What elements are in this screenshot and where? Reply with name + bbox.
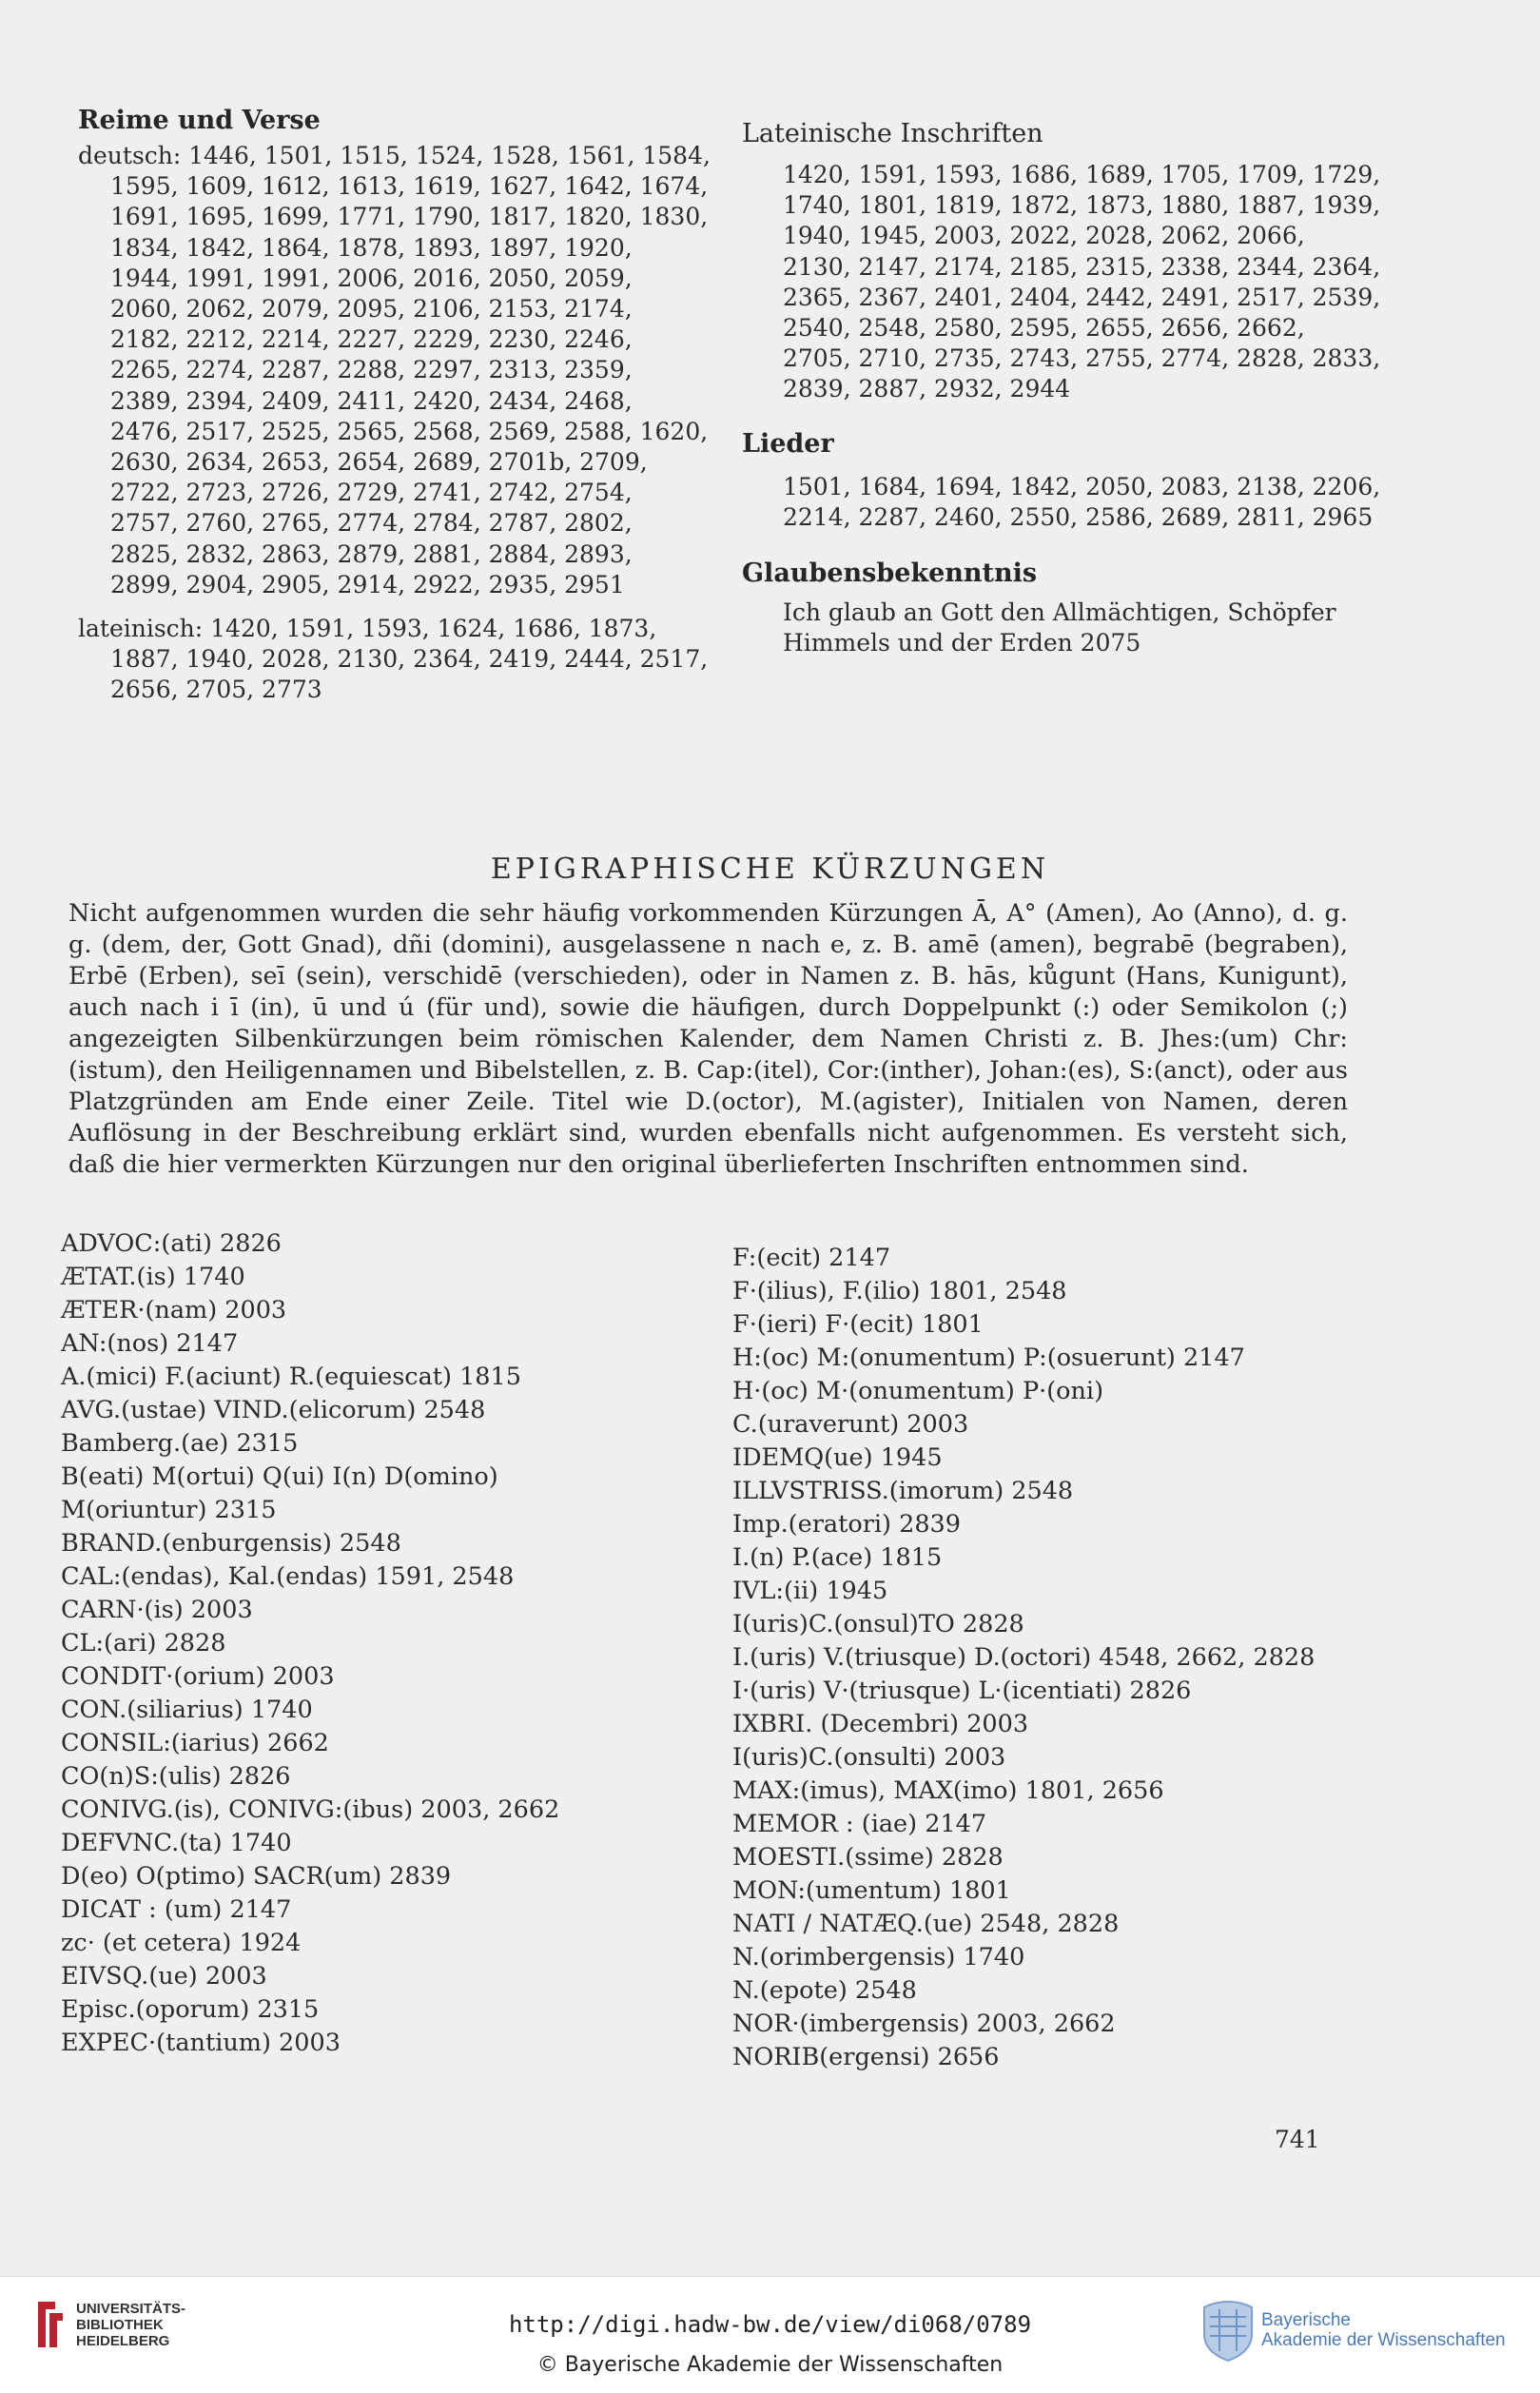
abbreviation-entry: ÆTAT.(is) 1740 [61, 1263, 245, 1291]
abbreviation-entry: NORIB(ergensi) 2656 [732, 2043, 1000, 2071]
copyright-text: © Bayerische Akademie der Wissenschaften [536, 2353, 1004, 2377]
abbreviation-entry: MON:(umentum) 1801 [732, 1876, 1011, 1905]
abbreviation-entry: CL:(ari) 2828 [61, 1629, 226, 1657]
index-line: 2060, 2062, 2079, 2095, 2106, 2153, 2174, [110, 295, 633, 324]
abbreviation-entry: AN:(nos) 2147 [61, 1329, 239, 1358]
index-line: 2705, 2710, 2735, 2743, 2755, 2774, 2828, 2833, [783, 344, 1381, 373]
index-line: 1420, 1591, 1593, 1686, 1689, 1705, 1709, 1729, [783, 161, 1381, 188]
ub-logo-line: UNIVERSITÄTS- [76, 2300, 186, 2317]
abbreviation-entry: EIVSQ.(ue) 2003 [61, 1962, 267, 1991]
index-line: 1740, 1801, 1819, 1872, 1873, 1880, 1887, 1939, [783, 191, 1381, 220]
index-line: 2389, 2394, 2409, 2411, 2420, 2434, 2468, [110, 386, 633, 415]
abbreviation-entry: H·(oc) M·(onumentum) P·(oni) [732, 1377, 1104, 1405]
abbreviations-left-list [61, 1227, 559, 2060]
abbreviation-entry: N.(orimbergensis) 1740 [732, 1943, 1025, 1971]
abbreviation-entry: ADVOC:(ati) 2826 [61, 1229, 282, 1258]
rhymes-heading: Reime und Verse [78, 106, 321, 135]
songs-list [742, 472, 1381, 533]
ub-logo-line: BIBLIOTHEK [76, 2316, 164, 2333]
latin-inscriptions-list [742, 160, 1381, 405]
index-line: 2722, 2723, 2726, 2729, 2741, 2742, 2754, [110, 479, 633, 507]
abbreviation-entry: EXPEC·(tantium) 2003 [61, 2029, 341, 2057]
index-line: 2265, 2274, 2287, 2288, 2297, 2313, 2359, [110, 356, 633, 384]
abbreviation-entry: Imp.(eratori) 2839 [732, 1510, 962, 1539]
bavarian-lozenge-icon [1200, 2298, 1256, 2363]
text-line: Ich glaub an Gott den Allmächtigen, Schöpfer [783, 598, 1336, 627]
abbreviation-entry: N.(epote) 2548 [732, 1976, 917, 2005]
abbreviation-entry: BRAND.(enburgensis) 2548 [61, 1529, 401, 1558]
abbreviation-entry: zc· (et cetera) 1924 [61, 1929, 302, 1957]
index-line: 2839, 2887, 2932, 2944 [783, 375, 1071, 403]
page-number: 741 [1275, 2126, 1320, 2153]
abbreviation-entry: Bamberg.(ae) 2315 [61, 1429, 299, 1458]
abbreviation-entry: I·(uris) V·(triusque) L·(icentiati) 2826 [732, 1677, 1192, 1705]
index-line: 2365, 2367, 2401, 2404, 2442, 2491, 2517, 2539, [783, 283, 1381, 311]
index-line: 1691, 1695, 1699, 1771, 1790, 1817, 1820, 1830, [110, 203, 709, 231]
abbreviation-entry: F:(ecit) 2147 [732, 1244, 891, 1272]
abbreviation-entry: MAX:(imus), MAX(imo) 1801, 2656 [732, 1776, 1164, 1805]
abbreviation-entry: F·(ieri) F·(ecit) 1801 [732, 1310, 984, 1339]
abbreviation-entry: IXBRI. (Decembri) 2003 [732, 1710, 1029, 1738]
baw-logo-line: Bayerische [1261, 2310, 1351, 2330]
abbreviation-entry: DEFVNC.(ta) 1740 [61, 1829, 292, 1857]
baw-logo[interactable] [1200, 2298, 1506, 2363]
abbreviation-entry: DICAT : (um) 2147 [61, 1895, 292, 1924]
abbreviation-entry: I.(n) P.(ace) 1815 [732, 1543, 943, 1572]
abbreviation-entry: MOESTI.(ssime) 2828 [732, 1843, 1004, 1872]
abbreviation-entry: B(eati) M(ortui) Q(ui) I(n) D(omino) [61, 1462, 498, 1491]
abbreviation-entry: NOR·(imbergensis) 2003, 2662 [732, 2010, 1116, 2038]
latin-rhymes-list [78, 614, 709, 706]
index-line: 2476, 2517, 2525, 2565, 2568, 2569, 2588, 1620, [110, 417, 709, 445]
abbreviation-entry: CAL:(endas), Kal.(endas) 1591, 2548 [61, 1562, 515, 1591]
abbreviation-entry: CON.(siliarius) 1740 [61, 1696, 313, 1724]
abbreviation-entry: F·(ilius), F.(ilio) 1801, 2548 [732, 1277, 1067, 1305]
abbreviation-entry: Episc.(oporum) 2315 [61, 1995, 320, 2024]
index-line: 1887, 1940, 2028, 2130, 2364, 2419, 2444, 2517, [110, 645, 709, 674]
index-line: 2656, 2705, 2773 [110, 676, 322, 704]
index-line: 1944, 1991, 1991, 2006, 2016, 2050, 2059, [110, 264, 633, 292]
abbreviation-entry: ILLVSTRISS.(imorum) 2548 [732, 1477, 1074, 1505]
index-line: lateinisch: 1420, 1591, 1593, 1624, 1686, 1873, [78, 615, 657, 643]
abbreviation-entry: MEMOR : (iae) 2147 [732, 1810, 987, 1838]
songs-heading: Lieder [742, 428, 834, 459]
baw-logo-text [1261, 2310, 1506, 2350]
abbreviation-entry: D(eo) O(ptimo) SACR(um) 2839 [61, 1862, 452, 1891]
abbreviation-entry: CONDIT·(orium) 2003 [61, 1662, 335, 1691]
abbreviation-entry: IDEMQ(ue) 1945 [732, 1443, 943, 1472]
index-line: 2825, 2832, 2863, 2879, 2881, 2884, 2893, [110, 539, 633, 568]
creed-text [742, 598, 1370, 658]
abbreviations-right-list [732, 1242, 1315, 2074]
abbreviation-entry: A.(mici) F.(aciunt) R.(equiescat) 1815 [61, 1363, 521, 1391]
baw-logo-line: Akademie der Wissenschaften [1261, 2330, 1506, 2350]
abbreviation-entry: H:(oc) M:(onumentum) P:(osuerunt) 2147 [732, 1344, 1245, 1372]
index-line: 1501, 1684, 1694, 1842, 2050, 2083, 2138, 2206, [783, 472, 1381, 500]
abbreviation-entry: C.(uraverunt) 2003 [732, 1410, 969, 1439]
abbreviation-entry: CARN·(is) 2003 [61, 1596, 253, 1624]
abbreviation-entry: CONIVG.(is), CONIVG:(ibus) 2003, 2662 [61, 1795, 560, 1824]
index-line: 2630, 2634, 2653, 2654, 2689, 2701b, 2709, [110, 448, 648, 477]
right-index-column [742, 118, 1381, 658]
abbreviation-entry: IVL:(ii) 1945 [732, 1577, 888, 1605]
abbreviation-entry: CONSIL:(iarius) 2662 [61, 1729, 329, 1757]
abbreviation-entry: M(oriuntur) 2315 [61, 1496, 277, 1524]
abbreviation-entry: I.(uris) V.(triusque) D.(octori) 4548, 2662, 2828 [732, 1643, 1316, 1672]
index-line: 2214, 2287, 2460, 2550, 2586, 2689, 2811, 2965 [783, 502, 1374, 531]
index-line: 1834, 1842, 1864, 1878, 1893, 1897, 1920, [110, 233, 633, 262]
index-line: 2757, 2760, 2765, 2774, 2784, 2787, 2802, [110, 509, 633, 538]
abbreviation-entry: AVG.(ustae) VIND.(elicorum) 2548 [61, 1396, 486, 1424]
viewer-footer [0, 2276, 1540, 2393]
abbreviation-entry: ÆTER·(nam) 2003 [61, 1296, 287, 1324]
permalink-url[interactable]: http://digi.hadw-bw.de/view/di068/0789 [508, 2311, 1032, 2338]
latin-inscriptions-heading: Lateinische Inschriften [742, 119, 1043, 148]
intro-paragraph: Nicht aufgenommen wurden die sehr häufig vorkommenden Kürzungen Ā, A° (Amen), Ao (Anno), d. g. g. (dem, der, Gott Gnad), dñi (domini), ausgelassene n nach e, z. B. amē (amen), begrabē (begraben), Erbē (Erben), seī (sein), verschidē (verschieden), oder in Namen z. B. hās, kůgunt (Hans, Kunigunt), auch nach i ī (in), ū und ú (für und), sowie die häufigen, durch Doppelpunkt (:) oder Semikolon (;) angezeigten Silbenkürzungen beim römischen Kalender, dem Namen Christi z. B. Jhes:(um) Chr:(istum), den Heiligennamen und Bibelstellen, z. B. Cap:(itel), Cor:(inther), Johan:(es), S:(anct), oder aus Platzgründen am Ende einer Zeile. Titel wie D.(octor), M.(agister), Initialen von Namen, deren Auflösung in der Beschreibung erklärt sind, wurden ebenfalls nicht aufgenommen. Es versteht sich, daß die hier vermerkten Kürzungen nur den original überlieferten Inschriften entnommen sind. [68, 899, 1348, 1179]
index-line: 2540, 2548, 2580, 2595, 2655, 2656, 2662, [783, 314, 1305, 343]
abbreviation-entry: NATI / NATÆQ.(ue) 2548, 2828 [732, 1910, 1120, 1938]
index-line: 1940, 1945, 2003, 2022, 2028, 2062, 2066, [783, 222, 1305, 250]
abbreviation-entry: I(uris)C.(onsulti) 2003 [732, 1743, 1006, 1772]
creed-heading: Glaubensbekenntnis [742, 559, 1038, 589]
abbreviation-entry: CO(n)S:(ulis) 2826 [61, 1762, 291, 1791]
index-line: 1595, 1609, 1612, 1613, 1619, 1627, 1642, 1674, [110, 172, 709, 201]
index-line: 2182, 2212, 2214, 2227, 2229, 2230, 2246, [110, 325, 633, 354]
text-line: Himmels und der Erden 2075 [783, 629, 1141, 657]
rhymes-column [78, 105, 711, 706]
ub-logo-line: HEIDELBERG [76, 2332, 170, 2349]
index-line: 2130, 2147, 2174, 2185, 2315, 2338, 2344, 2364, [783, 252, 1381, 281]
index-line: 2899, 2904, 2905, 2914, 2922, 2935, 2951 [110, 570, 625, 598]
german-rhymes-list [78, 141, 711, 600]
index-line: deutsch: 1446, 1501, 1515, 1524, 1528, 1561, 1584, [78, 142, 711, 169]
section-title: EPIGRAPHISCHE KÜRZUNGEN [490, 853, 1050, 886]
abbreviation-entry: I(uris)C.(onsul)TO 2828 [732, 1610, 1024, 1638]
